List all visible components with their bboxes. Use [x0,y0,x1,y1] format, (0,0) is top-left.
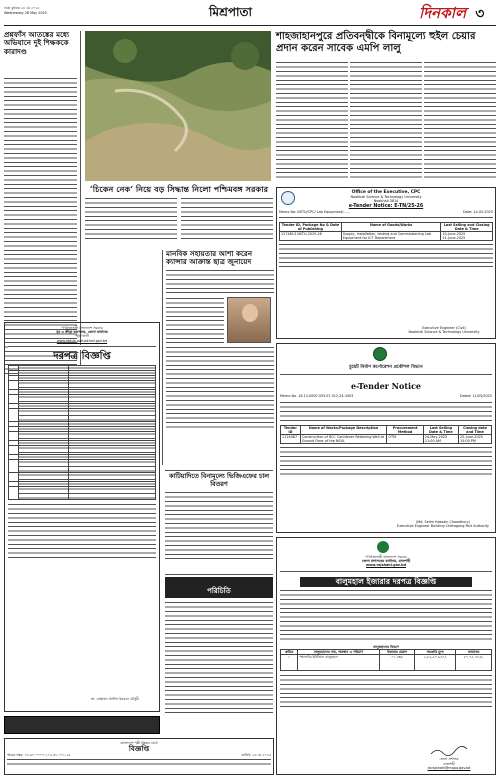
dorpotro-signer: স্বা: মোহাম্মদ আসিফ ইকবাল চৌধুরী [91,696,139,701]
closing-date: 11-June-2025 [442,236,466,241]
col-header: Last Selling and Closing Date & Time [441,222,493,231]
col-header: বালুমহালের নাম, অবস্থান ও পরিমাণ [298,649,380,654]
bijnapti-org: বাংলাদেশ পল্লী উন্নয়ন বোর্ড [120,741,158,745]
ijara-notice [276,537,496,775]
memo-date: Date: 14-05-2025 [462,210,493,215]
tender-signer [399,326,489,334]
ijara-email[interactable]: dcrajshahi@mopa.gov.bd [427,765,471,770]
biz-story [165,574,273,706]
tender-work: Supply, Installation, testing and Commissioning Lab Equipment for ICT Department [341,232,440,241]
dorpotro-gov: গণপ্রজাতন্ত্রী বাংলাদেশ সরকার [61,326,103,330]
bijnapti-date: তারিখ: ২৪ মে ২০২৫ [241,752,271,757]
row-deposit: ৮০,৭৫,৭৮৫/- [456,654,492,670]
youth-body-rest [166,346,274,430]
paper-name: দিনকাল [419,4,467,22]
ijara-terms [280,674,492,708]
ijara-gov: গণপ্রজাতন্ত্রী বাংলাদেশ সরকার [365,555,407,559]
cpc-signer-name: (Md. Selim Hossain Chowdhury) [415,519,470,524]
mini-story-headline: কাটিয়াদিতে বিনামূল্যে ভিজিএফের চাল বিতরণ [168,472,270,488]
row-no: ১ [281,654,298,670]
cpc-title: চুয়েট নির্মাণ কর্পোরেশন প্রকৌশল বিভাগ [349,365,423,370]
tender-table [279,222,493,242]
col-header: Tender ID, Package No & Date of Publishing [280,222,342,231]
signer-title: Executive Engineer (Civil) [422,325,466,330]
col-header: Procurement Method [387,425,424,434]
youth-body [166,269,274,295]
bijnapti-memo-row [7,753,271,757]
office-title: Office of the Executive, CPC [351,190,421,195]
office-sub: Noakhali Science & Technology University [350,195,422,199]
dorpotro-terms [8,503,156,559]
office-place: Noakhali-3814 [373,199,399,204]
gov-seal-ijara-icon [377,541,389,553]
lead-body-col1 [276,61,348,181]
signer-office: Noakhali Science & Technology University [408,329,480,334]
col-header: Name of Works/Package Description [300,425,386,434]
row-name: পদ্মানদীর ইউনিয়ন বালুমহাল [298,654,380,670]
lead-story-headline: শাহজাহানপুরে প্রতিবন্দ্বীকে বিনামূল্যে হুইল চেয়ার প্রদান করেন সাবেক এমপি লালু [276,31,476,54]
col-header: Tender ID [281,425,301,434]
notice-title: e-Tender Notice: E-TN/25-26 [348,204,424,210]
cpc-work: Construction of RCC Cantilever Retaining Wall at Ground Floor of the NSUL [300,435,386,444]
table-row [9,487,156,500]
table-row [9,381,156,390]
biz-story-body [165,601,273,713]
selling-date: 10-June-2025 [442,232,466,237]
ijara-table-title: বালুমহালের বিবরণ [373,644,399,649]
tender-notice-nstu [276,187,496,339]
cpc-intro [280,401,492,423]
cpc-table [280,425,492,445]
ijara-title: বালুমহাল ইজারার দরপত্র বিজ্ঞপ্তি [300,577,472,587]
banner-ad [4,716,160,734]
page-number: ৩ [475,6,485,22]
table-row [9,460,156,473]
memo-row [279,210,493,214]
table-row [281,654,492,670]
table-row [9,409,156,422]
bijnapti-notice [4,738,274,775]
cpc-tender-id: 1124487 [281,435,301,444]
signature-icon [429,746,469,756]
col-header: সরকারি মূল্য [415,649,456,654]
col-header: Name of Goods/Works [341,222,440,231]
masthead [4,2,496,26]
col-header: জামানত [456,649,492,654]
bijnapti-body [7,758,271,767]
patient-photo-icon [242,304,258,322]
tender-id: 1274813 [281,232,297,237]
dorpotro-table [8,365,156,500]
dorpotro-website[interactable]: www.ebtda.patuakhali.gov.bd [56,338,108,343]
hill-landscape-photo [85,31,271,181]
ijara-website[interactable]: www.rajshahi.gov.bd [365,563,406,568]
ijara-body [280,589,492,643]
dorpotro-notice [4,322,160,712]
dorpotro-memo [8,345,156,350]
ijara-memo [280,570,492,575]
table-row [9,395,156,404]
col-header: Last Selling Date & Time [423,425,458,434]
paper-logo [419,3,484,21]
cpc-memo: Memo No. 18.13.0000.353.07.012.24-3453 [280,394,354,399]
cpc-memo-line [280,373,492,378]
university-logo-icon [281,191,295,205]
youth-story-headline: মানবিক সহায়তার আশা করেন ক্যান্সার আক্রান্ত ছাত্র জুনায়েদ [166,249,253,267]
cpc-signer-title: Executive Engineer Building Chittagong Port Authority [397,523,489,528]
tender-terms [279,243,493,269]
section-title: মিশ্রপাতা [209,5,252,19]
lead-body-col3 [424,61,496,181]
date-bangla: ঢাকা বুধবার ২৮ মে ২০২৫ [4,6,40,10]
col-header: ইজারার মেয়াদ [379,649,414,654]
table-row [9,446,156,455]
tender-dates [441,232,493,241]
ijara-signer [409,746,489,770]
youth-story [162,250,274,465]
youth-body-text [166,297,224,343]
table-row [281,435,492,444]
hill-photo-icon [85,31,271,181]
biz-story-headline: পরিচিতি [207,586,231,595]
cpc-etender [276,343,496,533]
dorpotro-district: পটুয়াখালী [75,334,89,339]
cpc-date: Dated: 11/05/2025 [459,394,492,399]
lead-body-col2 [350,61,422,181]
patient-portrait [227,297,271,343]
date-english: Wednesday 28 May 2025 [4,11,47,15]
cpc-selling: 24-May-2025 11:00 AM [423,435,458,444]
left-story-headline: প্রশ্নফাঁস আতঙ্কের মধ্যে অভিযানে দুই শিক্ষককে কারাদণ্ড [4,30,70,56]
cpc-signer [395,520,491,528]
mid-body-col2 [181,197,273,242]
bijnapti-memo: স্মারক নম্বর: ০৫.৬০.০০০০.১০৫.৩১.০০১.২৫ [7,752,71,757]
gov-seal-icon [373,347,387,361]
mid-body-col1 [85,197,177,242]
ijara-signer-title: জেলা প্রশাসক [439,757,459,762]
cpc-method: OTM [387,435,424,444]
ijara-office: জেলা প্রশাসকের কার্যালয়, রাজশাহী [361,559,411,564]
row-term: ০১ বছর [379,654,414,670]
table-row [9,432,156,441]
cpc-terms [280,446,492,476]
row-price: ২,৮২,৯০,৬৫০/- [415,654,456,670]
dorpotro-title: দরপত্র বিজ্ঞপ্তি [53,350,111,362]
bijnapti-title: বিজ্ঞপ্তি [128,744,150,754]
cpc-subtitle: e-Tender Notice [350,381,422,391]
cpc-closing: 25-June-2025 15:00 PM [458,435,491,444]
mid-story-headline: ‘চিকেন নেক’ নিয়ে বড় সিদ্ধান্ত নিলো পশ্চিমবঙ্গ সরকার [89,184,269,194]
youth-body-photo-row [166,297,274,343]
cpc-memo-row [280,394,492,398]
mini-story-body [165,491,273,561]
col-header: ক্রমিক [281,649,298,654]
mini-story [165,470,273,570]
table-row [9,473,156,482]
ijara-table [280,649,492,671]
col-header: Closing date and Time [458,425,491,434]
tender-cell [280,232,342,241]
biz-story-headline-box [165,577,273,598]
memo: Memo No: NSTU/CPC/ Lab Equipment/...... [279,210,350,215]
package: NSTU-2025-26 [297,232,322,237]
tender-intro [279,216,493,221]
dorpotro-office: যুব ও ক্রীড়া মন্ত্রণালয়, জেলা কার্যালয় [56,330,108,335]
ijara-signer-place: রাজশাহী [443,761,455,766]
